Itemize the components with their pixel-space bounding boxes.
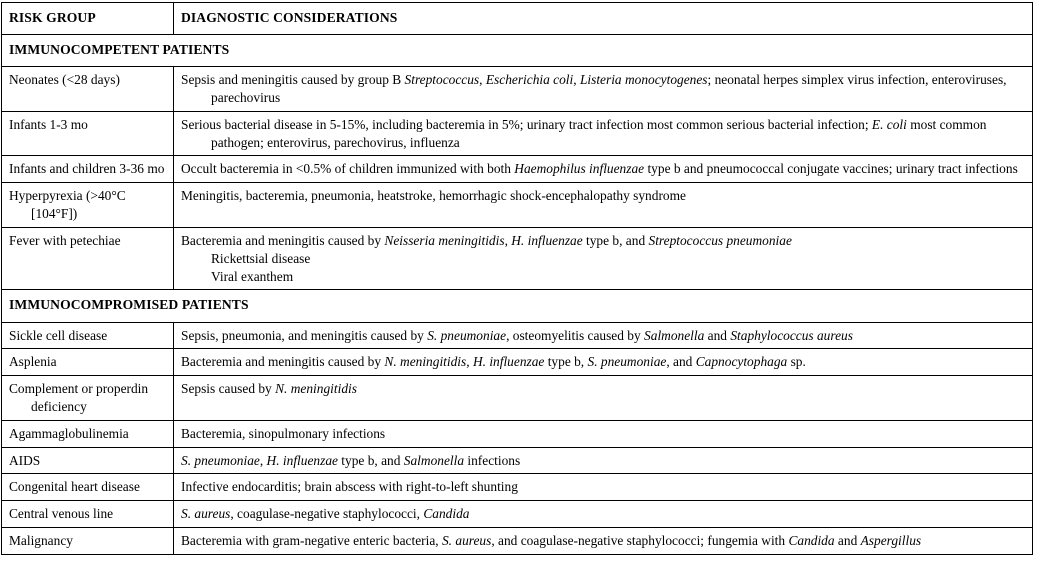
risk-group-cell: [2, 156, 174, 183]
diagnostic-text: Sepsis caused by N. meningitidis: [181, 381, 357, 397]
diagnostic-considerations-cell: [174, 349, 1033, 376]
risk-group-text: Fever with petechiae: [9, 232, 121, 248]
risk-group-cell: [2, 501, 174, 528]
diagnostic-text: Occult bacteremia in <0.5% of children immunized with both Haemophilus influenzae type b and pneumococcal conjugate vaccines; urinary tract infections: [181, 161, 1018, 177]
section-title: IMMUNOCOMPETENT PATIENTS: [2, 35, 1033, 67]
diagnostic-text: Infective endocarditis; brain abscess with right-to-left shunting: [181, 479, 518, 495]
section-header-row: [2, 290, 1033, 322]
risk-group-text: Sickle cell disease: [9, 327, 108, 343]
risk-group-text: Asplenia: [9, 354, 57, 370]
table-row: [2, 501, 1033, 528]
table-row: [2, 322, 1033, 349]
risk-group-text: Neonates (<28 days): [9, 72, 120, 88]
risk-group-text: Infants and children 3-36 mo: [9, 161, 165, 177]
risk-group-cell: [2, 111, 174, 156]
risk-group-text: Malignancy: [9, 533, 73, 549]
diagnostic-sub-item: Rickettsial disease: [211, 250, 311, 266]
diagnostic-considerations-cell: [174, 447, 1033, 474]
risk-group-cell: [2, 420, 174, 447]
risk-group-cell: [2, 227, 174, 289]
diagnostic-text: Bacteremia with gram-negative enteric bacteria, S. aureus, and coagulase-negative staphylococci; fungemia with Candida and Aspergillus: [181, 533, 922, 549]
risk-group-diagnostic-table: [1, 2, 1033, 555]
diagnostic-considerations-cell: [174, 474, 1033, 501]
table-row: [2, 183, 1033, 228]
risk-group-cell: [2, 322, 174, 349]
table-row: [2, 376, 1033, 421]
risk-group-cell: [2, 67, 174, 112]
diagnostic-text: Bacteremia and meningitis caused by Neisseria meningitidis, H. influenzae type b, and Streptococcus pneumoniae: [181, 232, 792, 248]
column-header-risk-group: RISK GROUP: [2, 3, 174, 35]
risk-group-text: Congenital heart disease: [9, 479, 140, 495]
risk-group-cell: [2, 447, 174, 474]
table-row: [2, 111, 1033, 156]
diagnostic-considerations-cell: [174, 227, 1033, 289]
diagnostic-considerations-cell: [174, 67, 1033, 112]
risk-group-text: Agammaglobulinemia: [9, 425, 129, 441]
risk-group-cell: [2, 376, 174, 421]
diagnostic-text: Bacteremia, sinopulmonary infections: [181, 425, 386, 441]
section-title: IMMUNOCOMPROMISED PATIENTS: [2, 290, 1033, 322]
risk-group-cell: [2, 474, 174, 501]
risk-group-cell: [2, 183, 174, 228]
diagnostic-considerations-cell: [174, 528, 1033, 555]
diagnostic-considerations-cell: [174, 501, 1033, 528]
diagnostic-text: Serious bacterial disease in 5-15%, including bacteremia in 5%; urinary tract infection most common serious bacterial infection; E. coli most common pathogen; enterovirus, parechovirus, influenza: [181, 116, 987, 150]
diagnostic-considerations-cell: [174, 420, 1033, 447]
table-row: [2, 447, 1033, 474]
diagnostic-text: Sepsis and meningitis caused by group B Streptococcus, Escherichia coli, Listeria monocytogenes; neonatal herpes simplex virus infection, enteroviruses, parechovirus: [181, 72, 1007, 105]
table-body: [2, 3, 1033, 555]
diagnostic-text: Meningitis, bacteremia, pneumonia, heatstroke, hemorrhagic shock-encephalopathy syndrome: [181, 188, 686, 204]
risk-group-text: Central venous line: [9, 506, 114, 522]
risk-group-text: Complement or properdin deficiency: [9, 381, 149, 414]
risk-group-cell: [2, 528, 174, 555]
section-header-row: [2, 35, 1033, 67]
risk-group-text: Infants 1-3 mo: [9, 116, 88, 132]
diagnostic-considerations-cell: [174, 156, 1033, 183]
table-row: [2, 227, 1033, 289]
diagnostic-text: Sepsis, pneumonia, and meningitis caused by S. pneumoniae, osteomyelitis caused by Salmonella and Staphylococcus aureus: [181, 327, 853, 343]
table-row: [2, 156, 1033, 183]
diagnostic-considerations-cell: [174, 376, 1033, 421]
diagnostic-text: S. pneumoniae, H. influenzae type b, and Salmonella infections: [181, 452, 521, 468]
diagnostic-text: Bacteremia and meningitis caused by N. meningitidis, H. influenzae type b, S. pneumoniae, and Capnocytophaga sp.: [181, 354, 806, 370]
diagnostic-considerations-cell: [174, 111, 1033, 156]
column-header-diagnostic-considerations: DIAGNOSTIC CONSIDERATIONS: [174, 3, 1033, 35]
diagnostic-considerations-cell: [174, 183, 1033, 228]
table-row: [2, 67, 1033, 112]
risk-group-text: Hyperpyrexia (>40°C [104°F]): [9, 188, 126, 222]
diagnostic-sub-item: Viral exanthem: [211, 268, 294, 284]
risk-group-text: AIDS: [9, 452, 41, 468]
risk-group-cell: [2, 349, 174, 376]
table-row: [2, 528, 1033, 555]
table-header-row: [2, 3, 1033, 35]
diagnostic-considerations-cell: [174, 322, 1033, 349]
table-row: [2, 474, 1033, 501]
table-row: [2, 420, 1033, 447]
table-row: [2, 349, 1033, 376]
diagnostic-text: S. aureus, coagulase-negative staphylococci, Candida: [181, 506, 470, 522]
